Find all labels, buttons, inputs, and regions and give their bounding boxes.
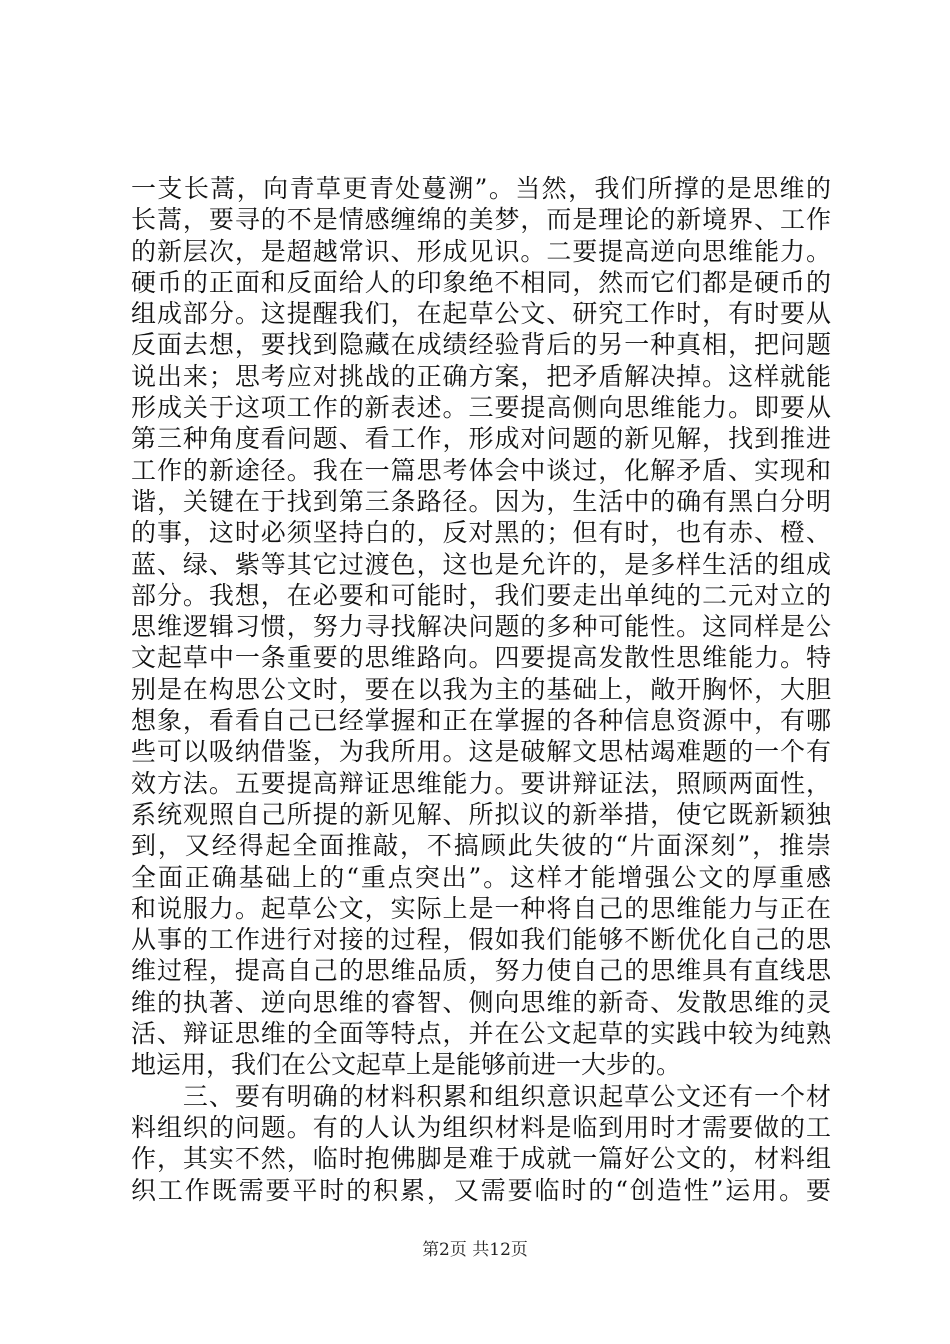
text-line: 谐，关键在于找到第三条路径。因为，生活中的确有黑白分明 [131, 486, 831, 516]
text-line: 蓝、绿、紫等其它过渡色，这也是允许的，是多样生活的组成 [131, 549, 831, 579]
page-number: 第2页 共12页 [422, 1240, 528, 1260]
body-text [131, 173, 831, 1206]
paragraph-end-line: 地运用，我们在公文起草上是能够前进一大步的。 [131, 1050, 682, 1080]
text-line: 维的执著、逆向思维的睿智、侧向思维的新奇、发散思维的灵 [131, 987, 831, 1017]
text-line: 作，其实不然，临时抱佛脚是难于成就一篇好公文的，材料组 [131, 1144, 831, 1174]
text-line: 想象，看看自己已经掌握和正在掌握的各种信息资源中，有哪 [131, 706, 831, 736]
text-line: 从事的工作进行对接的过程，假如我们能够不断优化自己的思 [131, 925, 831, 955]
text-line: 全面正确基础上的“重点突出”。这样才能增强公文的厚重感 [131, 862, 831, 892]
text-line: 部分。我想，在必要和可能时，我们要走出单纯的二元对立的 [131, 580, 831, 610]
text-line: 说出来；思考应对挑战的正确方案，把矛盾解决掉。这样就能 [131, 361, 831, 391]
text-line: 第三种角度看问题、看工作，形成对问题的新见解，找到推进 [131, 424, 831, 454]
text-line: 文起草中一条重要的思维路向。四要提高发散性思维能力。特 [131, 643, 831, 673]
text-line: 的事，这时必须坚持白的，反对黑的；但有时，也有赤、橙、 [131, 518, 831, 548]
text-line: 维过程，提高自己的思维品质，努力使自己的思维具有直线思 [131, 956, 831, 986]
text-line: 硬币的正面和反面给人的印象绝不相同，然而它们都是硬币的 [131, 267, 831, 297]
text-line: 些可以吸纳借鉴，为我所用。这是破解文思枯竭难题的一个有 [131, 737, 831, 767]
text-line: 形成关于这项工作的新表述。三要提高侧向思维能力。即要从 [131, 393, 831, 423]
text-line: 反面去想，要找到隐藏在成绩经验背后的另一种真相，把问题 [131, 330, 831, 360]
text-line: 和说服力。起草公文，实际上是一种将自己的思维能力与正在 [131, 893, 831, 923]
text-line: 活、辩证思维的全面等特点，并在公文起草的实践中较为纯熟 [131, 1019, 831, 1049]
text-line: 到，又经得起全面推敲，不搞顾此失彼的“片面深刻”，推崇 [131, 831, 831, 861]
text-line: 的新层次，是超越常识、形成见识。二要提高逆向思维能力。 [131, 236, 831, 266]
text-line: 思维逻辑习惯，努力寻找解决问题的多种可能性。这同样是公 [131, 612, 831, 642]
text-line: 织工作既需要平时的积累，又需要临时的“创造性”运用。要 [131, 1175, 831, 1205]
text-line: 系统观照自己所提的新见解、所拟议的新举措，使它既新颖独 [131, 799, 831, 829]
text-line: 长蒿，要寻的不是情感缠绵的美梦，而是理论的新境界、工作 [131, 205, 831, 235]
text-line: 料组织的问题。有的人认为组织材料是临到用时才需要做的工 [131, 1112, 831, 1142]
paragraph-start-line: 三、要有明确的材料积累和组织意识起草公文还有一个材 [131, 1081, 831, 1111]
text-line: 组成部分。这提醒我们，在起草公文、研究工作时，有时要从 [131, 299, 831, 329]
text-line: 一支长蒿，向青草更青处蔓溯”。当然，我们所撑的是思维的 [131, 174, 831, 203]
text-line: 别是在构思公文时，要在以我为主的基础上，敞开胸怀，大胆 [131, 674, 831, 704]
text-line: 效方法。五要提高辩证思维能力。要讲辩证法，照顾两面性， [131, 768, 831, 798]
text-line: 工作的新途径。我在一篇思考体会中谈过，化解矛盾、实现和 [131, 455, 831, 485]
